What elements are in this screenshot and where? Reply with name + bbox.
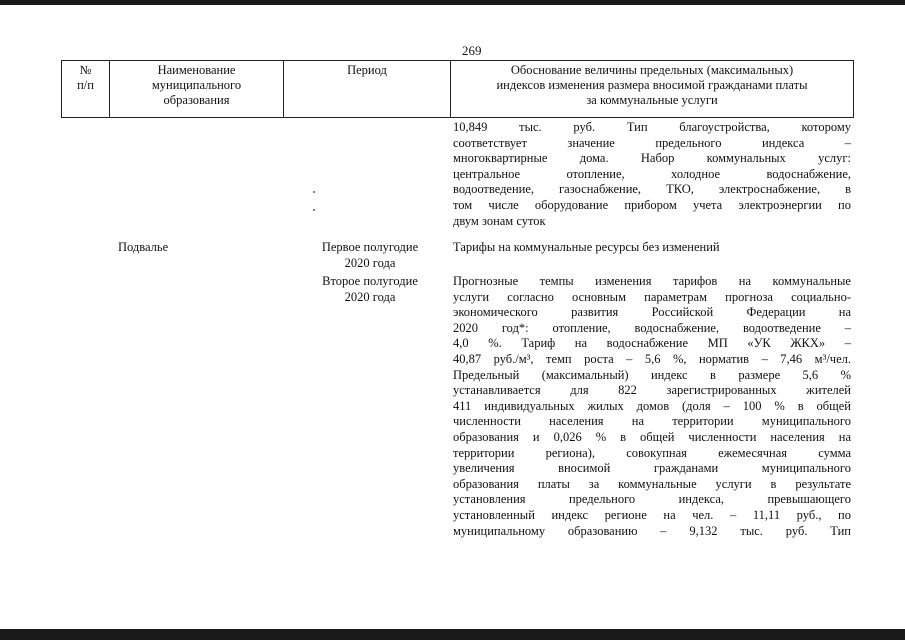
text-line: многоквартирные дома. Набор коммунальных услуг:: [453, 151, 851, 166]
text-line: Предельный (максимальный) индекс в размере 5,6 %: [453, 367, 851, 382]
header-name: [110, 61, 284, 118]
period-first-half: [300, 240, 440, 271]
forecast-paragraph: [453, 274, 851, 539]
header-number: [62, 61, 110, 118]
text-line: том числе оборудование прибором учета электроэнергии по: [453, 197, 851, 212]
text-line: установленный индекс регионе на чел. – 11,11 руб., по: [453, 507, 851, 522]
header-justification-line: за коммунальные услуги: [586, 93, 718, 107]
header-name-line: образования: [163, 93, 230, 107]
header-number-line: №: [79, 63, 92, 77]
table-header: [61, 60, 854, 118]
page-number: 269: [462, 43, 482, 58]
scan-speck: [313, 191, 315, 193]
period-line: Второе полугодие: [322, 274, 418, 288]
text-line: экономического развития Российской Федерации на: [453, 305, 851, 320]
period-line: 2020 года: [344, 289, 396, 304]
continuation-text: [453, 120, 851, 229]
header-number-line: п/п: [77, 78, 94, 92]
text-line: услуги согласно основным параметрам прогноза социально-: [453, 289, 851, 304]
header-period-line: Период: [347, 63, 387, 77]
text-line: образования и 0,026 % в общей численности населения на: [453, 429, 851, 444]
text-line: муниципальному образованию – 9,132 тыс. руб. Тип: [453, 523, 851, 538]
tariff-note: Тарифы на коммунальные ресурсы без изменений: [453, 240, 720, 254]
header-justification-line: индексов изменения размера вносимой гражданами платы: [496, 78, 808, 92]
text-line: 40,87 руб./м³, темп роста – 5,6 %, норматив – 7,46 м³/чел.: [453, 351, 851, 366]
period-second-half: [300, 274, 440, 305]
text-line: 10,849 тыс. руб. Тип благоустройства, которому: [453, 120, 851, 134]
text-line: соответствует значение предельного индекса –: [453, 135, 851, 150]
text-line: увеличения вносимой гражданами муниципального: [453, 461, 851, 476]
top-border: [0, 0, 905, 5]
municipality-name: Подвалье: [118, 240, 169, 254]
scan-speck: [313, 209, 315, 211]
text-line: установления предельного индекса, превышающего: [453, 492, 851, 507]
header-name-line: муниципального: [151, 78, 242, 92]
text-line: центральное отопление, холодное водоснабжение,: [453, 166, 851, 181]
text-line: Прогнозные темпы изменения тарифов на коммунальные: [453, 274, 851, 288]
bottom-border: [0, 629, 905, 640]
text-line: образования платы за коммунальные услуги в результате: [453, 476, 851, 491]
text-line: устанавливается для 822 зарегистрированных жителей: [453, 383, 851, 398]
text-line: территории региона), совокупная ежемесячная сумма: [453, 445, 851, 460]
text-line: 2020 год*: отопление, водоснабжение, водоотведение –: [453, 320, 851, 335]
header-period: [284, 61, 451, 118]
text-line: 411 индивидуальных жилых домов (доля – 100 % в общей: [453, 398, 851, 413]
header-justification: [451, 61, 854, 118]
header-name-line: Наименование: [157, 63, 236, 77]
text-line: двум зонам суток: [453, 213, 546, 228]
period-line: Первое полугодие: [321, 240, 419, 254]
text-line: 4,0 %. Тариф на водоснабжение МП «УК ЖКХ» –: [453, 336, 851, 351]
text-line: водоотведение, газоснабжение, ТКО, электроснабжение, в: [453, 182, 851, 197]
header-justification-line: Обоснование величины предельных (максимальных): [510, 63, 794, 77]
period-line: 2020 года: [344, 255, 396, 270]
text-line: численности населения на территории муниципального: [453, 414, 851, 429]
